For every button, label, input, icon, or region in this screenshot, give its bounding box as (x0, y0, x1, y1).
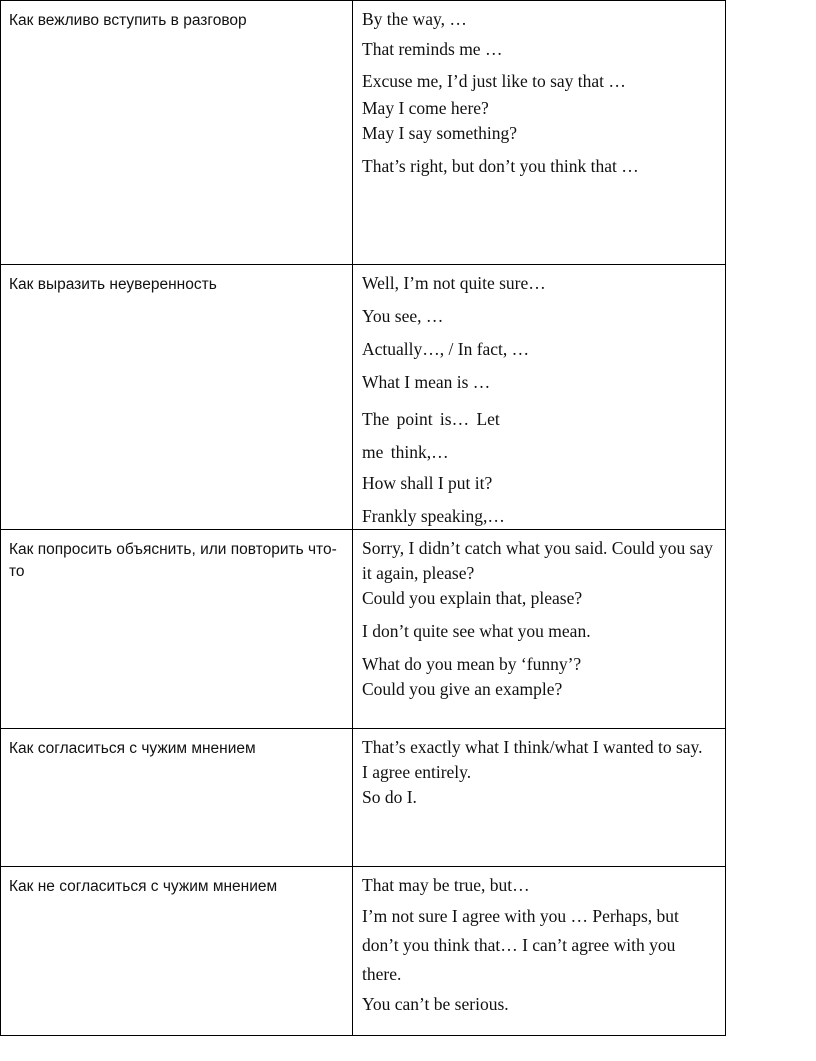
phrase: What do you mean by ‘funny’? (362, 654, 582, 674)
phrase: That may be true, but… (362, 875, 530, 895)
situation-label: Как вежливо вступить в разговор (9, 12, 247, 29)
phrases-cell (353, 265, 726, 530)
table-row (1, 729, 726, 867)
phrase: So do I. (362, 787, 417, 807)
phrase: I agree entirely. (362, 762, 472, 782)
phrase: Excuse me, I’d just like to say that … (362, 71, 626, 91)
table-row (1, 530, 726, 729)
phrases-cell (353, 867, 726, 1036)
situation-cell (1, 530, 353, 729)
phrase: Frankly speaking,… (362, 506, 505, 526)
phrase: Could you give an example? (362, 679, 563, 699)
phrase: Well, I’m not quite sure… (362, 273, 546, 293)
phrase: You can’t be serious. (362, 994, 509, 1014)
phrases-cell (353, 530, 726, 729)
situation-label: Как согласиться с чужим мнением (9, 740, 256, 757)
phrase: What I mean is … (362, 372, 491, 392)
situation-label: Как выразить неуверенность (9, 276, 217, 293)
phrase: Could you explain that, please? (362, 588, 583, 608)
situation-cell (1, 1, 353, 265)
phrase: I’m not sure I agree with you … Perhaps, but don’t you think that… I can’t agree with you there. (362, 906, 679, 984)
phrase: I don’t quite see what you mean. (362, 621, 591, 641)
table-row (1, 265, 726, 530)
situation-cell (1, 265, 353, 530)
phrase: You see, … (362, 306, 444, 326)
phrase: That’s exactly what I think/what I wanted to say. (362, 737, 703, 757)
phrase: That’s right, but don’t you think that … (362, 156, 639, 176)
phrase: Sorry, I didn’t catch what you said. Could you say it again, please? (362, 538, 713, 583)
phrase: By the way, … (362, 9, 467, 29)
situation-cell (1, 729, 353, 867)
phrases-cell (353, 729, 726, 867)
phrase: May I say something? (362, 123, 518, 143)
phrase: That reminds me … (362, 39, 503, 59)
table-row (1, 867, 726, 1036)
phrase: How shall I put it? (362, 473, 493, 493)
phrase: The point is… Let me think,… (362, 409, 500, 462)
phrase: May I come here? (362, 98, 489, 118)
phrases-cell (353, 1, 726, 265)
situation-cell (1, 867, 353, 1036)
phrase: Actually…, / In fact, … (362, 339, 530, 359)
situation-label: Как не согласиться с чужим мнением (9, 878, 278, 895)
situation-label: Как попросить объяснить, или повторить что-то (9, 541, 337, 580)
table-row (1, 1, 726, 265)
